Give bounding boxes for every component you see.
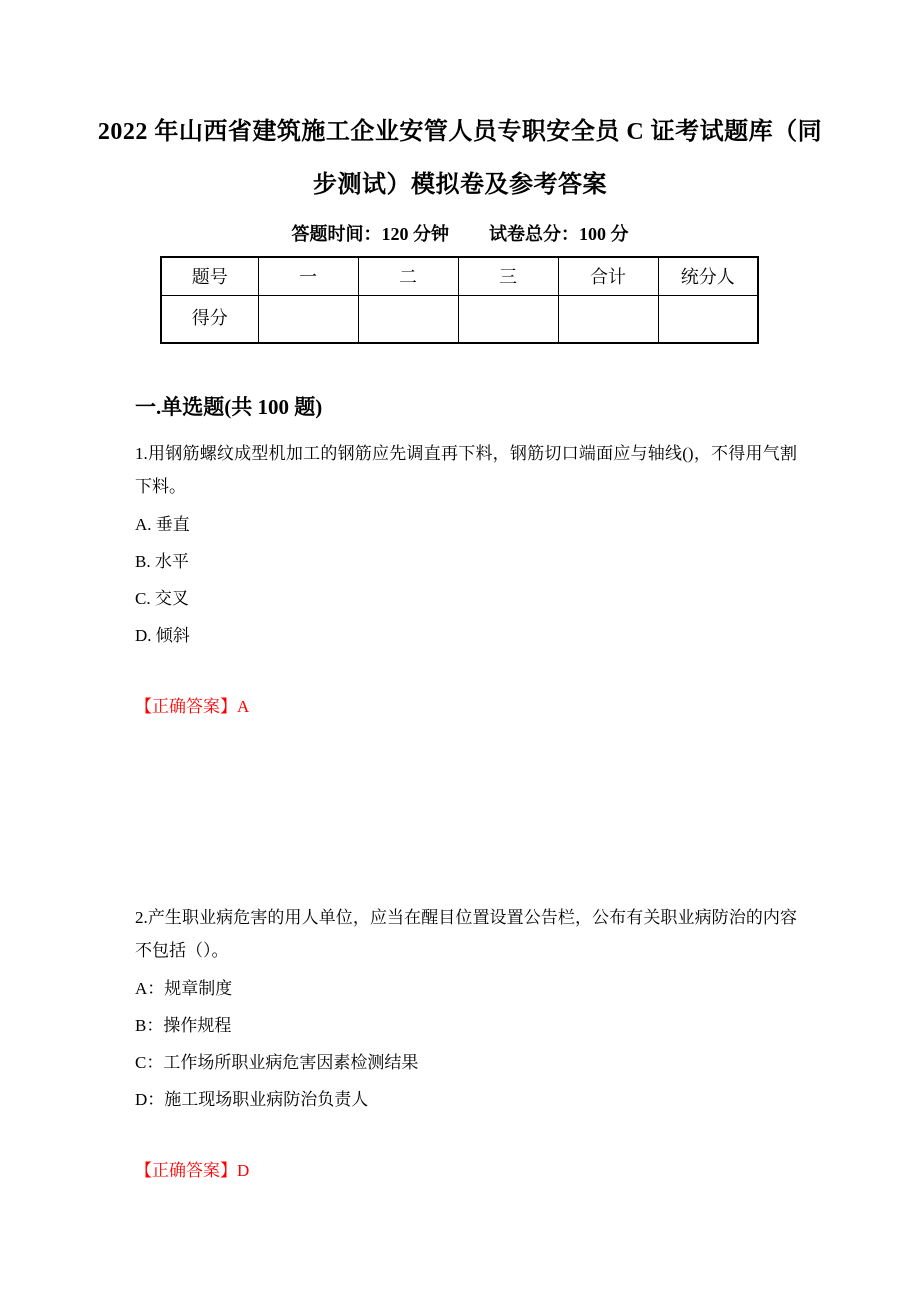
question-text: 1.用钢筋螺纹成型机加工的钢筋应先调直再下料，钢筋切口端面应与轴线()，不得用气割下料。 xyxy=(135,444,797,496)
header-cell-grader: 统分人 xyxy=(658,257,758,295)
header-cell-part-one: 一 xyxy=(258,257,358,295)
header-cell-total: 合计 xyxy=(558,257,658,295)
option-b: B：操作规程 xyxy=(135,1016,232,1035)
option-d: D：施工现场职业病防治负责人 xyxy=(135,1090,369,1109)
question-block-1 xyxy=(135,437,797,718)
option-a: A：规章制度 xyxy=(135,979,233,998)
score-cell-empty xyxy=(458,295,558,343)
score-cell-empty xyxy=(358,295,458,343)
option-c: C. 交叉 xyxy=(135,589,189,608)
score-table xyxy=(160,256,759,344)
section-heading: 一.单选题(共 100 题) xyxy=(135,395,323,419)
question-list xyxy=(135,437,797,1182)
option-c: C：工作场所职业病危害因素检测结果 xyxy=(135,1053,419,1072)
answer-label: 【正确答案】 xyxy=(135,697,237,716)
question-text: 2.产生职业病危害的用人单位，应当在醒目位置设置公告栏，公布有关职业病防治的内容不包括（）。 xyxy=(135,908,797,960)
exam-info xyxy=(0,222,920,246)
answer-label: 【正确答案】 xyxy=(135,1161,237,1180)
answer-line xyxy=(135,1159,797,1182)
score-row-label: 得分 xyxy=(161,295,258,343)
page-title-line-2: 步测试）模拟卷及参考答案 xyxy=(313,172,607,198)
answer-value: D xyxy=(237,1161,250,1180)
score-table-score-row xyxy=(161,295,758,343)
page-title xyxy=(0,0,920,212)
page-title-line-1: 2022 年山西省建筑施工企业安管人员专职安全员 C 证考试题库（同 xyxy=(97,119,823,145)
option-a: A. 垂直 xyxy=(135,515,190,534)
question-block-2 xyxy=(135,901,797,1182)
answer-value: A xyxy=(237,697,250,716)
exam-total-score-label: 试卷总分：100 分 xyxy=(489,224,629,244)
score-cell-empty xyxy=(558,295,658,343)
answer-line xyxy=(135,695,797,718)
option-d: D. 倾斜 xyxy=(135,626,190,645)
score-cell-empty xyxy=(658,295,758,343)
exam-time-label: 答题时间：120 分钟 xyxy=(291,224,449,244)
score-cell-empty xyxy=(258,295,358,343)
header-cell-part-three: 三 xyxy=(458,257,558,295)
header-cell-part-two: 二 xyxy=(358,257,458,295)
score-table-header-row xyxy=(161,257,758,295)
header-cell-question-number: 题号 xyxy=(161,257,258,295)
option-b: B. 水平 xyxy=(135,552,189,571)
